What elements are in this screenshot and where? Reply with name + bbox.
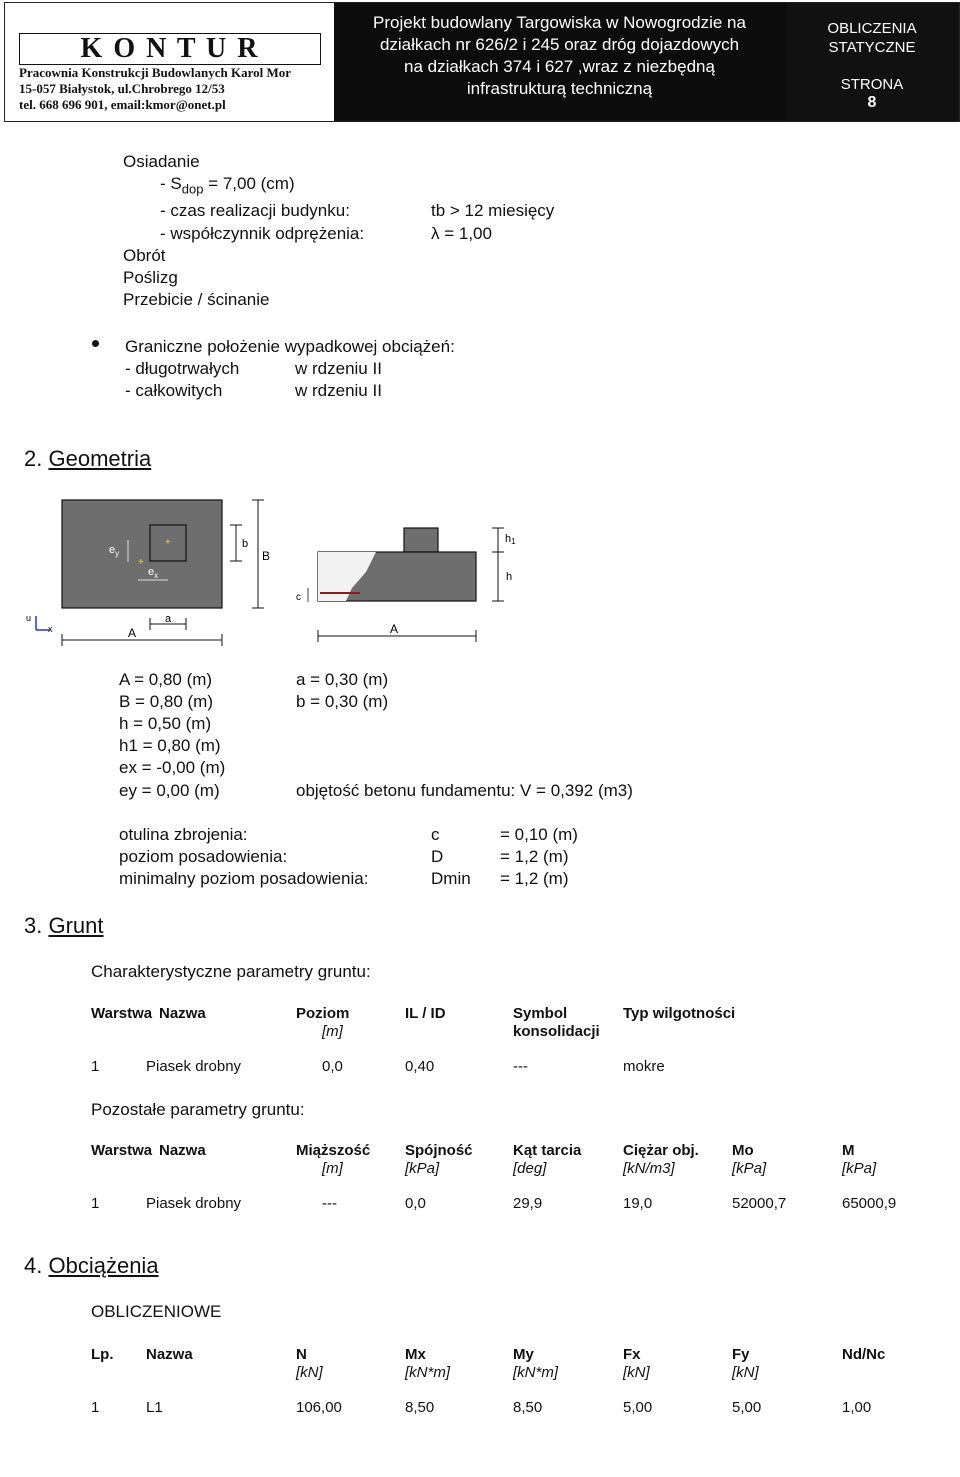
- company-address: 15-057 Białystok, ul.Chrobrego 12/53: [19, 81, 225, 96]
- bullet-icon: [92, 340, 99, 347]
- param-h1: h1 = 0,80 (m): [119, 736, 221, 755]
- param-B: B = 0,80 (m): [119, 692, 214, 711]
- other-row-friction: 29,9: [513, 1195, 543, 1212]
- coef-value: λ = 1,00: [431, 224, 492, 243]
- char-col-il-id: IL / ID: [405, 1005, 446, 1022]
- other-col-layer: Warstwa: [91, 1142, 153, 1159]
- total-label: - całkowitych: [125, 381, 223, 400]
- char-row-level: 0,0: [322, 1058, 343, 1075]
- project-title-line-2: działkach nr 626/2 i 245 oraz dróg dojazdowych: [379, 35, 740, 54]
- char-unit-level: [m]: [322, 1023, 343, 1040]
- slide-label: Poślizg: [123, 268, 178, 287]
- A-label: A: [128, 626, 137, 640]
- param-h: h = 0,50 (m): [119, 714, 212, 733]
- char-col-level: Poziom: [296, 1005, 350, 1022]
- char-row-name: Piasek drobny: [146, 1058, 242, 1075]
- loads-heading: 4. Obciążenia: [24, 1253, 159, 1278]
- other-col-m: M: [842, 1142, 855, 1159]
- load-row-n: 106,00: [296, 1399, 342, 1416]
- other-row-layer: 1: [91, 1195, 100, 1212]
- other-row-thickness: ---: [322, 1195, 337, 1212]
- a-label: a: [165, 613, 172, 625]
- load-unit-n: [kN]: [296, 1364, 323, 1381]
- load-col-fx: Fx: [623, 1346, 641, 1363]
- other-col-name: Nazwa: [159, 1142, 206, 1159]
- logo-text: K O N T U R: [80, 33, 260, 64]
- total-value: w rdzeniu II: [295, 381, 382, 400]
- company-logo: [19, 33, 321, 65]
- load-row-name: L1: [146, 1399, 163, 1416]
- h1-label: h1: [505, 533, 516, 546]
- char-unit-consolidation: konsolidacji: [513, 1023, 600, 1040]
- load-col-n: N: [296, 1346, 307, 1363]
- param-ey: ey = 0,00 (m): [119, 781, 220, 800]
- axis-u-label: u: [26, 613, 32, 623]
- sdop-line: - $S_{dop} = 7,00$ (cm): [160, 174, 295, 197]
- load-col-lp: Lp.: [91, 1346, 114, 1363]
- cover-value: = 0,10 (m): [500, 825, 578, 844]
- other-col-cohesion: Spójność: [405, 1142, 473, 1159]
- depth-symbol: D: [431, 847, 444, 866]
- load-col-ndnc: Nd/Nc: [842, 1346, 886, 1363]
- other-col-weight: Ciężar obj.: [623, 1142, 699, 1159]
- other-col-friction: Kąt tarcia: [513, 1142, 582, 1159]
- load-col-name: Nazwa: [146, 1346, 193, 1363]
- char-row-layer: 1: [91, 1058, 100, 1075]
- other-col-thickness: Miąższość: [296, 1142, 371, 1159]
- c-label: c: [296, 592, 301, 603]
- company-name: Pracownia Konstrukcji Budowlanych Karol Mor: [19, 65, 292, 80]
- project-title-line-1: Projekt budowlany Targowiska w Nowogrodzie na: [373, 13, 746, 32]
- concrete-volume: objętość betonu fundamentu: V = 0,392 (m3): [296, 781, 633, 800]
- char-row-symbol: ---: [513, 1058, 528, 1075]
- h-label: h: [506, 571, 513, 583]
- punching-label: Przebicie / ścinanie: [123, 290, 270, 309]
- other-unit-thickness: [m]: [322, 1160, 343, 1177]
- min-depth-symbol: Dmin: [431, 869, 471, 888]
- char-params-title: Charakterystyczne parametry gruntu:: [91, 962, 371, 981]
- page-header: [4, 2, 960, 122]
- b-label: b: [242, 538, 249, 550]
- coef-label: - współczynnik odprężenia:: [160, 224, 365, 243]
- company-logo-block: [5, 3, 335, 121]
- svg-text:+: +: [165, 537, 171, 548]
- svg-text:+: +: [138, 557, 144, 568]
- param-ex: ex = -0,00 (m): [119, 758, 226, 777]
- doc-type-line-1: OBLICZENIA: [827, 20, 917, 37]
- geometry-heading: 2. Geometria: [24, 446, 152, 471]
- long-term-value: w rdzeniu II: [295, 359, 382, 378]
- load-row-my: 8,50: [513, 1399, 543, 1416]
- rotation-label: Obrót: [123, 246, 166, 265]
- depth-label: poziom posadowienia:: [119, 847, 288, 866]
- soil-heading: 3. Grunt: [24, 913, 104, 938]
- B-label: B: [262, 549, 271, 563]
- load-row-fy: 5,00: [732, 1399, 762, 1416]
- plan-footing-rect: [62, 500, 222, 608]
- other-row-mo: 52000,7: [732, 1195, 787, 1212]
- other-unit-weight: [kN/m3]: [623, 1160, 675, 1177]
- ey-label: $e_y$: [109, 544, 120, 558]
- project-title-block: [334, 3, 786, 121]
- char-col-name: Nazwa: [159, 1005, 206, 1022]
- long-term-label: - długotrwałych: [125, 359, 240, 378]
- min-depth-value: = 1,2 (m): [500, 869, 569, 888]
- param-a: a = 0,30 (m): [296, 670, 389, 689]
- param-b: b = 0,30 (m): [296, 692, 389, 711]
- load-unit-fx: [kN]: [623, 1364, 650, 1381]
- char-row-il-id: 0,40: [405, 1058, 435, 1075]
- page-number: 8: [867, 94, 877, 111]
- load-row-ndnc: 1,00: [842, 1399, 872, 1416]
- other-unit-mo: [kPa]: [732, 1160, 767, 1177]
- ex-label: $e_x$: [148, 566, 159, 580]
- cover-label: otulina zbrojenia:: [119, 825, 248, 844]
- time-value: tb > 12 miesięcy: [431, 201, 555, 220]
- resultant-title: Graniczne położenie wypadkowej obciążeń:: [125, 337, 455, 356]
- settlement-label: Osiadanie: [123, 152, 200, 171]
- char-col-moisture: Typ wilgotności: [623, 1005, 736, 1022]
- load-row-fx: 5,00: [623, 1399, 653, 1416]
- depth-value: = 1,2 (m): [500, 847, 569, 866]
- other-row-name: Piasek drobny: [146, 1195, 242, 1212]
- load-col-mx: Mx: [405, 1346, 426, 1363]
- foundation-diagram: [0, 490, 540, 650]
- min-depth-label: minimalny poziom posadowienia:: [119, 869, 369, 888]
- other-unit-m: [kPa]: [842, 1160, 877, 1177]
- section-column-rect: [404, 528, 438, 552]
- char-row-moisture: mokre: [623, 1058, 665, 1075]
- load-unit-mx: [kN*m]: [405, 1364, 450, 1381]
- other-unit-cohesion: [kPa]: [405, 1160, 440, 1177]
- load-col-fy: Fy: [732, 1346, 750, 1363]
- project-title-line-3: na działkach 374 i 627 ,wraz z niezbędną: [404, 57, 715, 76]
- loads-subtitle: OBLICZENIOWE: [91, 1302, 222, 1321]
- load-unit-my: [kN*m]: [513, 1364, 558, 1381]
- char-col-symbol: Symbol: [513, 1005, 568, 1022]
- char-col-layer: Warstwa: [91, 1005, 153, 1022]
- doc-type-line-2: STATYCZNE: [828, 39, 916, 56]
- other-row-m: 65000,9: [842, 1195, 897, 1212]
- A-section-label: A: [390, 622, 399, 636]
- other-params-title: Pozostałe parametry gruntu:: [91, 1100, 305, 1119]
- load-col-my: My: [513, 1346, 534, 1363]
- load-row-lp: 1: [91, 1399, 100, 1416]
- other-unit-friction: [deg]: [513, 1160, 547, 1177]
- page-info-block: [785, 3, 959, 121]
- project-title-line-4: infrastrukturą techniczną: [466, 79, 653, 98]
- page-label: STRONA: [840, 76, 904, 93]
- load-unit-fy: [kN]: [732, 1364, 759, 1381]
- other-col-mo: Mo: [732, 1142, 754, 1159]
- axis-x-label: x: [48, 624, 53, 634]
- load-row-mx: 8,50: [405, 1399, 435, 1416]
- other-row-cohesion: 0,0: [405, 1195, 426, 1212]
- param-A: A = 0,80 (m): [119, 670, 213, 689]
- cover-symbol: c: [431, 825, 440, 844]
- company-contact: tel. 668 696 901, email:kmor@onet.pl: [19, 97, 226, 112]
- other-row-weight: 19,0: [623, 1195, 653, 1212]
- time-label: - czas realizacji budynku:: [160, 201, 350, 220]
